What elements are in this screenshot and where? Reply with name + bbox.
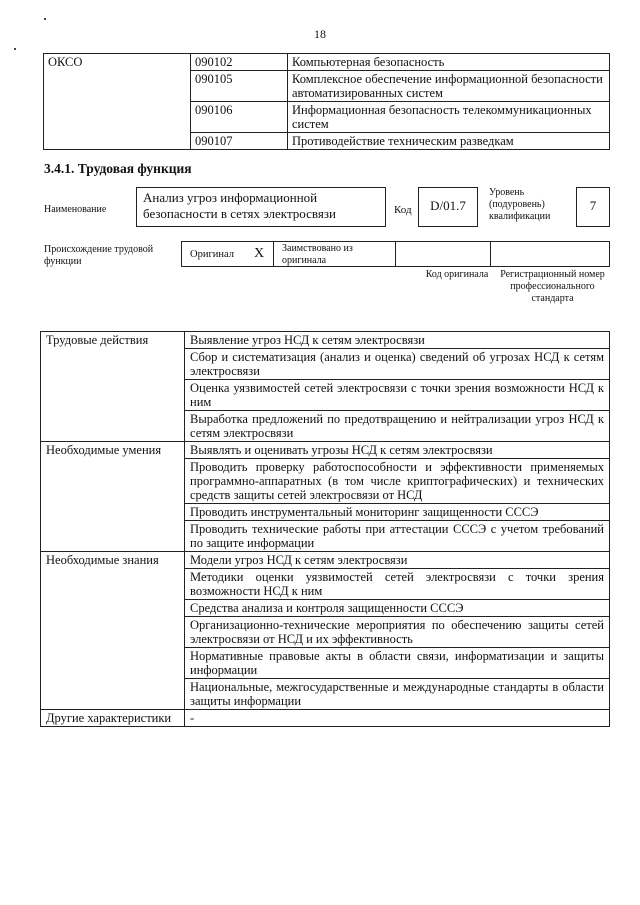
okso-name: Информационная безопасность телекоммуникационных систем: [288, 102, 610, 133]
category-item: Организационно-технические мероприятия по обеспечению защиты сетей электросвязи от НСД и их эффективность: [185, 617, 610, 648]
function-details-table: [40, 331, 610, 727]
okso-name: Противодействие техническим разведкам: [288, 133, 610, 150]
section-title: 3.4.1. Трудовая функция: [44, 161, 192, 176]
okso-row: [44, 54, 610, 71]
function-name-box: Анализ угроз информационной безопасности в сетях электросвязи: [136, 187, 386, 227]
category-item: Выявлять и оценивать угрозы НСД к сетям электросвязи: [185, 442, 610, 459]
category-item: -: [185, 710, 610, 727]
category-item: Сбор и систематизация (анализ и оценка) сведений об угрозах НСД к сетям электросвязи: [185, 349, 610, 380]
okso-code: 090107: [191, 133, 288, 150]
category-item: Оценка уязвимостей сетей электросвязи с точки зрения возможности НСД к ним: [185, 380, 610, 411]
code-original-label: Код оригинала: [425, 269, 489, 280]
okso-table: [43, 53, 610, 150]
original-label: Оригинал: [190, 249, 234, 260]
okso-code: 090106: [191, 102, 288, 133]
okso-code: 090105: [191, 71, 288, 102]
origin-label: Происхождение трудовой функции: [44, 244, 154, 267]
category-item: Проводить проверку работоспособности и эффективности применяемых программно-аппаратных (в том числе криптографических) и технических средств защиты сетей электросвязи от НСД: [185, 459, 610, 504]
category-item: Методики оценки уязвимостей сетей электросвязи с точки зрения возможности НСД к ним: [185, 569, 610, 600]
borrowed-label: Заимствовано из оригинала: [282, 243, 353, 266]
reg-number-label: Регистрационный номер профессионального стандарта: [500, 269, 605, 304]
category-item: Нормативные правовые акты в области связи, информатизации и защиты информации: [185, 648, 610, 679]
code-original-cell: [395, 242, 484, 266]
original-cell: [182, 242, 274, 266]
category-item: Средства анализа и контроля защищенности СССЭ: [185, 600, 610, 617]
scan-speck: [44, 18, 46, 20]
level-label: Уровень (подуровень) квалификации: [489, 187, 551, 222]
function-code-box: D/01.7: [418, 187, 478, 227]
detail-row: [41, 552, 610, 569]
page-number: 18: [314, 27, 326, 41]
reg-number-cell: [490, 242, 491, 266]
category-item: Выявление угроз НСД к сетям электросвязи: [185, 332, 610, 349]
category-item: Выработка предложений по предотвращению и нейтрализации угроз НСД к сетям электросвязи: [185, 411, 610, 442]
detail-row: [41, 332, 610, 349]
okso-label: ОКСО: [44, 54, 191, 150]
scan-speck: [14, 48, 16, 50]
category-item: Модели угроз НСД к сетям электросвязи: [185, 552, 610, 569]
name-label: Наименование: [44, 204, 107, 215]
original-mark: X: [254, 246, 265, 261]
category-label: Другие характеристики: [41, 710, 185, 727]
category-item: Проводить технические работы при аттестации СССЭ с учетом требований по защите информации: [185, 521, 610, 552]
category-item: Национальные, межгосударственные и международные стандарты в области защиты информации: [185, 679, 610, 710]
category-label: Трудовые действия: [41, 332, 185, 442]
level-box: 7: [576, 187, 610, 227]
detail-row: [41, 710, 610, 727]
okso-name: Комплексное обеспечение информационной безопасности автоматизированных систем: [288, 71, 610, 102]
okso-code: 090102: [191, 54, 288, 71]
category-label: Необходимые знания: [41, 552, 185, 710]
detail-row: [41, 442, 610, 459]
category-label: Необходимые умения: [41, 442, 185, 552]
code-label: Код: [394, 204, 412, 216]
origin-row: [181, 241, 610, 267]
okso-name: Компьютерная безопасность: [288, 54, 610, 71]
category-item: Проводить инструментальный мониторинг защищенности СССЭ: [185, 504, 610, 521]
